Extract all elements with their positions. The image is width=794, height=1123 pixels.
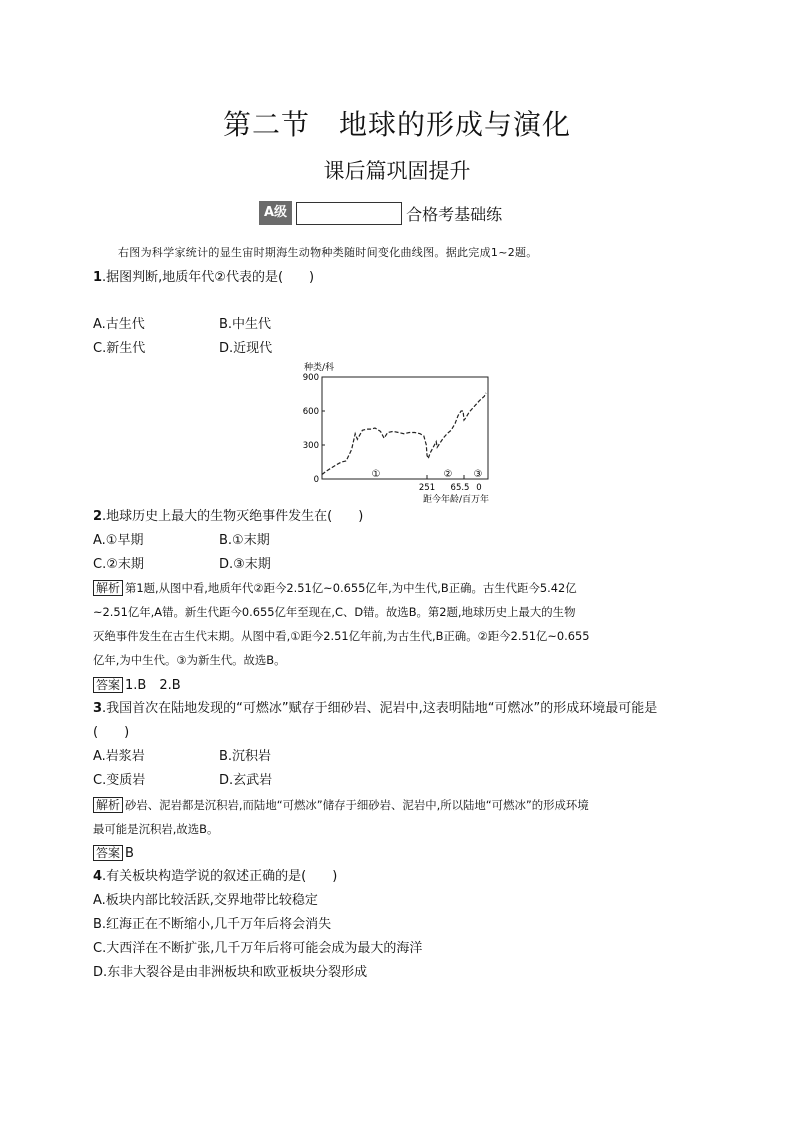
x-tick-251: 251 — [418, 483, 436, 493]
option-d: D.东非大裂谷是由非洲板块和欧亚板块分裂形成 — [93, 965, 368, 980]
question-3 — [93, 701, 657, 717]
answer-block-1 — [93, 677, 181, 694]
question-number: 4 — [93, 869, 103, 884]
question-1 — [93, 270, 314, 286]
option-d: D.玄武岩 — [219, 773, 273, 788]
level-heading — [259, 200, 502, 226]
x-tick-0: 0 — [476, 483, 482, 493]
y-tick-600: 600 — [302, 407, 319, 417]
era-label-1: ① — [371, 469, 381, 480]
analysis-line: ~2.51亿年,A错。新生代距今0.655亿年至现在,C、D错。故选B。第2题,地球历史上最大的生物 — [93, 605, 576, 619]
option-c: C.大西洋在不断扩张,几千万年后将可能会成为最大的海洋 — [93, 941, 423, 956]
question-number: 1 — [93, 270, 103, 285]
species-chart — [296, 360, 496, 506]
analysis-block-1 — [93, 580, 589, 668]
option-c: C.新生代 — [93, 341, 146, 356]
era-label-2: ② — [443, 469, 453, 480]
question-stem: .据图判断,地质年代②代表的是( ) — [102, 270, 315, 285]
analysis-tag: 解析 — [93, 797, 123, 813]
option-a: A.古生代 — [93, 317, 145, 332]
y-tick-900: 900 — [302, 373, 319, 383]
question-stem: .我国首次在陆地发现的“可燃冰”赋存于细砂岩、泥岩中,这表明陆地“可燃冰”的形成环境最可能是 — [102, 701, 658, 716]
chart-xlabel: 距今年龄/百万年 — [422, 495, 489, 505]
question-number: 2 — [93, 509, 103, 524]
intro-text: 右图为科学家统计的显生宙时期海生动物种类随时间变化曲线图。据此完成1~2题。 — [118, 246, 538, 259]
answer-tag: 答案 — [93, 845, 123, 861]
option-d: D.近现代 — [219, 341, 273, 356]
answer-text: B — [125, 846, 134, 861]
option-c: C.②末期 — [93, 557, 144, 572]
option-c: C.变质岩 — [93, 773, 146, 788]
answer-text: 1.B 2.B — [125, 678, 181, 693]
question-number: 3 — [93, 701, 103, 716]
question-stem: .地球历史上最大的生物灭绝事件发生在( ) — [102, 509, 364, 524]
species-series-line — [322, 393, 486, 475]
chart-frame — [322, 377, 488, 479]
page-subtitle: 课后篇巩固提升 — [323, 159, 471, 183]
page-title: 第二节 地球的形成与演化 — [222, 108, 571, 141]
analysis-line: 第1题,从图中看,地质年代②距今2.51亿~0.655亿年,为中生代,B正确。古生代距今5.42亿 — [125, 581, 577, 595]
answer-tag: 答案 — [93, 677, 123, 693]
analysis-line: 灭绝事件发生在古生代末期。从图中看,①距今2.51亿年前,为古生代,B正确。②距今2.51亿~0.655 — [93, 629, 590, 643]
analysis-line: 亿年,为中生代。③为新生代。故选B。 — [93, 653, 286, 667]
analysis-tag: 解析 — [93, 580, 123, 596]
level-badge: A级 — [259, 201, 292, 225]
option-a: A.板块内部比较活跃,交界地带比较稳定 — [93, 893, 318, 908]
era-label-3: ③ — [473, 469, 483, 480]
option-a: A.①早期 — [93, 533, 144, 548]
answer-block-3 — [93, 845, 134, 862]
analysis-block-3 — [93, 797, 589, 837]
option-b: B.①末期 — [219, 533, 270, 548]
question-2 — [93, 509, 363, 525]
chart-ylabel: 种类/科 — [304, 363, 335, 373]
option-a: A.岩浆岩 — [93, 749, 145, 764]
analysis-line: 最可能是沉积岩,故选B。 — [93, 822, 219, 836]
x-tick-65-5: 65.5 — [450, 483, 470, 493]
question-stem: .有关板块构造学说的叙述正确的是( ) — [102, 869, 338, 884]
option-b: B.红海正在不断缩小,几千万年后将会消失 — [93, 917, 332, 932]
option-d: D.③末期 — [219, 557, 271, 572]
y-tick-300: 300 — [302, 441, 319, 451]
level-blank-box — [296, 202, 402, 225]
option-b: B.沉积岩 — [219, 749, 272, 764]
option-b: B.中生代 — [219, 317, 272, 332]
y-tick-0: 0 — [313, 475, 319, 485]
analysis-line: 砂岩、泥岩都是沉积岩,而陆地“可燃冰”储存于细砂岩、泥岩中,所以陆地“可燃冰”的形成环境 — [125, 798, 589, 812]
question-4 — [93, 869, 337, 885]
question-3-bracket: ( ) — [93, 725, 130, 740]
level-label: 合格考基础练 — [406, 204, 503, 224]
